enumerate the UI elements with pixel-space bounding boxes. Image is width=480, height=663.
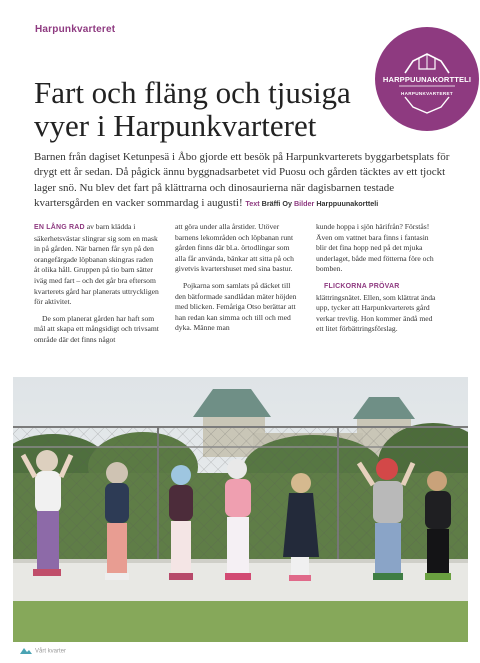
harppuunakortteli-logo-badge xyxy=(375,27,479,131)
byline-text-value: Bräffi Oy xyxy=(261,198,292,208)
body-column-1 xyxy=(34,222,159,352)
byline-photo-label: Bilder xyxy=(293,198,315,208)
footer-text: Vårt kvarter xyxy=(35,648,67,655)
section-label: Harpunkvarteret xyxy=(35,24,116,35)
kicker: FLICKORNA PRÖVAR xyxy=(324,282,400,290)
article-lead xyxy=(34,150,454,211)
paragraph-text: av barn klädda i säkerhetsvästar slingrar sig som en mask in på gården. När barnen får syn på den orangefärgade löpbanan skingras raden åt olika håll. Gruppen på tio barn sätter iväg med fart – och det går bra eftersom kvarterets gård har planerats uttryckligen för aktivitet. xyxy=(34,222,159,307)
footer-logo-icon xyxy=(20,647,32,655)
body-column-3 xyxy=(316,222,441,341)
byline-text-label: Text xyxy=(245,198,260,208)
lead-text: Barnen från dagiset Ketunpesä i Åbo gjorde ett besök på Harpunkvarterets byggarbetsplats för drygt ett år sedan. Då pågick ännu byggnadsarbetet vid Puosu och gården täcktes av ett tjockt lager snö. Nu blev det fart på klättrarna och dinosaurierna när dagisbarnen testade kvartersgården en vacker sommardag i augusti! xyxy=(34,151,450,209)
column-2-paragraph-1: att göra under alla årstider. Utöver barnens lekområden och löpbanan runt gården finns där bl.a. örtodlingar som alla får använda, bänkar att sitta på och givetvis kvartershuset med sina bastur. xyxy=(175,222,294,274)
body-column-2 xyxy=(175,222,300,340)
column-2-paragraph-2: Pojkarna som samlats på däcket till den bätformade sandlådan mäter höjden med blicken. Femåriga Otso berättar att han redan kan simma och till och med dyka. Männe man xyxy=(175,280,297,333)
kicker: EN LÅNG RAD xyxy=(34,224,85,231)
paragraph-text: klättringsnätet. Ellen, som klättrat ända upp, tycker att Harpunkvarterets gård verkar trevlig. Hon kommer ändå med ett litet förbättringsförslag. xyxy=(316,292,436,334)
page-footer xyxy=(20,647,66,655)
badge-title: HARPPUUNAKORTTELI xyxy=(382,75,472,84)
column-1-paragraph-2: De som planerat gården har haft som mål att skapa ett mångsidigt och trivsamt område där det finns något xyxy=(34,313,159,344)
byline-photo-value: Harppuunakortteli xyxy=(316,198,379,208)
column-3-paragraph-2 xyxy=(316,281,441,335)
column-3-paragraph-1: kunde hoppa i sjön härifrån? Förstås! Även om vattnet bara finns i fantasin blir det fina hopp ned på det mjuka underlaget, både med fötterna före och bomben. xyxy=(316,222,434,274)
article-headline: Fart och fläng och tjusiga vyer i Harpunkvarteret xyxy=(34,75,351,143)
column-1-paragraph-1 xyxy=(34,222,159,308)
article-photo-children-at-fence xyxy=(13,377,468,642)
byline xyxy=(245,199,378,208)
badge-subtitle: HARPUNKVARTERET xyxy=(401,91,453,96)
